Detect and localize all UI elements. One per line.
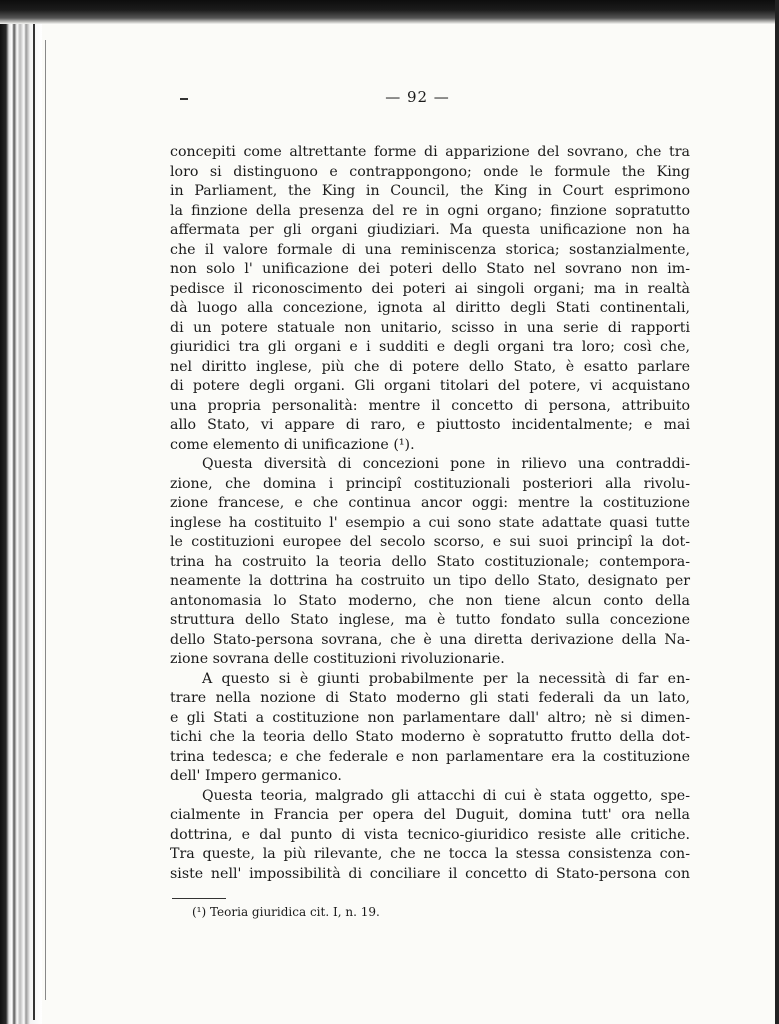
text-line: inglese ha costituito l' esempio a cui sono state adattate quasi tutte [170,514,690,531]
text-line: antonomasia lo Stato moderno, che non tiene alcun conto della [170,592,690,609]
text-line: zione, che domina i principî costituzionali posteriori alla rivolu- [170,475,690,492]
text-line: struttura dello Stato inglese, ma è tutto fondato sulla concezione [170,612,690,628]
text-line: le costituzioni europee del secolo scorso, e sui suoi principî la dot- [170,534,690,550]
text-line: trina tedesca; e che federale e non parlamentare era la costituzione [170,748,690,765]
text-line: loro si distinguono e contrappongono; onde le formule the King [170,163,690,180]
binding-line-inner [45,40,46,1000]
text-line: dottrina, e dal punto di vista tecnico-giuridico resiste alle critiche. [170,826,690,843]
text-line: dell' Impero germanico. [170,768,342,784]
text-line: in Parliament, the King in Council, the King in Court esprimono [170,183,690,199]
text-line: affermata per gli organi giudiziari. Ma questa unificazione non ha [170,222,690,238]
text-line: che il valore formale di una reminiscenza storica; sostanzialmente, [170,241,690,258]
text-line: una propria personalità: mentre il concetto di persona, attribuito [170,397,690,414]
text-line: trina ha costruito la teoria dello Stato costituzionale; contempora- [170,553,690,570]
text-line: A questo si è giunti probabilmente per la necessità di far en- [202,670,690,687]
text-line: siste nell' impossibilità di conciliare il concetto di Stato-persona con [170,865,690,882]
text-line: tichi che la teoria dello Stato moderno è sopratutto frutto della dot- [170,729,690,745]
page-number: — 92 — [385,88,450,106]
text-line: Questa diversità di concezioni pone in rilievo una contraddi- [202,456,690,472]
footnote: (¹) Teoria giuridica cit. I, n. 19. [192,905,380,919]
text-line: Questa teoria, malgrado gli attacchi di cui è stata oggetto, spe- [202,787,690,804]
text-line: trare nella nozione di Stato moderno gli stati federali da un lato, [170,690,690,706]
footnote-rule [172,898,226,899]
text-line: non solo l' unificazione dei poteri dello Stato nel sovrano non im- [170,261,690,277]
text-line: dello Stato-persona sovrana, che è una diretta derivazione della Na- [170,631,690,648]
text-line: come elemento di unificazione (¹). [170,436,415,453]
text-line: Tra queste, la più rilevante, che ne tocca la stessa consistenza con- [170,846,690,862]
text-line: di potere degli organi. Gli organi titolari del potere, vi acquistano [170,378,690,394]
text-line: cialmente in Francia per opera del Duguit, domina tutt' ora nella [170,807,690,823]
body-text [170,143,690,884]
text-line: concepiti come altrettante forme di apparizione del sovrano, che tra [170,144,690,160]
text-line: giuridici tra gli organi e i sudditi e degli organi tra loro; così che, [170,339,690,355]
text-line: zione sovrana delle costituzioni rivoluzionarie. [170,651,505,667]
text-line: la finzione della presenza del re in ogni organo; finzione sopratutto [170,202,690,219]
text-line: e gli Stati a costituzione non parlamentare dall' altro; nè si dimen- [170,709,690,726]
binding-line [33,20,35,1020]
text-line: di un potere statuale non unitario, scisso in una serie di rapporti [170,319,690,336]
text-line: dà luogo alla concezione, ignota al diritto degli Stati continentali, [170,300,690,316]
top-scan-edge [0,0,779,24]
text-line: neamente la dottrina ha costruito un tipo dello Stato, designato per [170,573,690,589]
text-line: allo Stato, vi appare di raro, e piuttosto incidentalmente; e mai [170,417,690,433]
right-scan-edge [775,0,779,1024]
text-line: pedisce il riconoscimento dei poteri ai singoli organi; ma in realtà [170,280,690,297]
binding-edge [0,0,42,1024]
text-line: nel diritto inglese, più che di potere dello Stato, è esatto parlare [170,358,690,375]
text-line: zione francese, e che continua ancor oggi: mentre la costituzione [170,495,690,511]
